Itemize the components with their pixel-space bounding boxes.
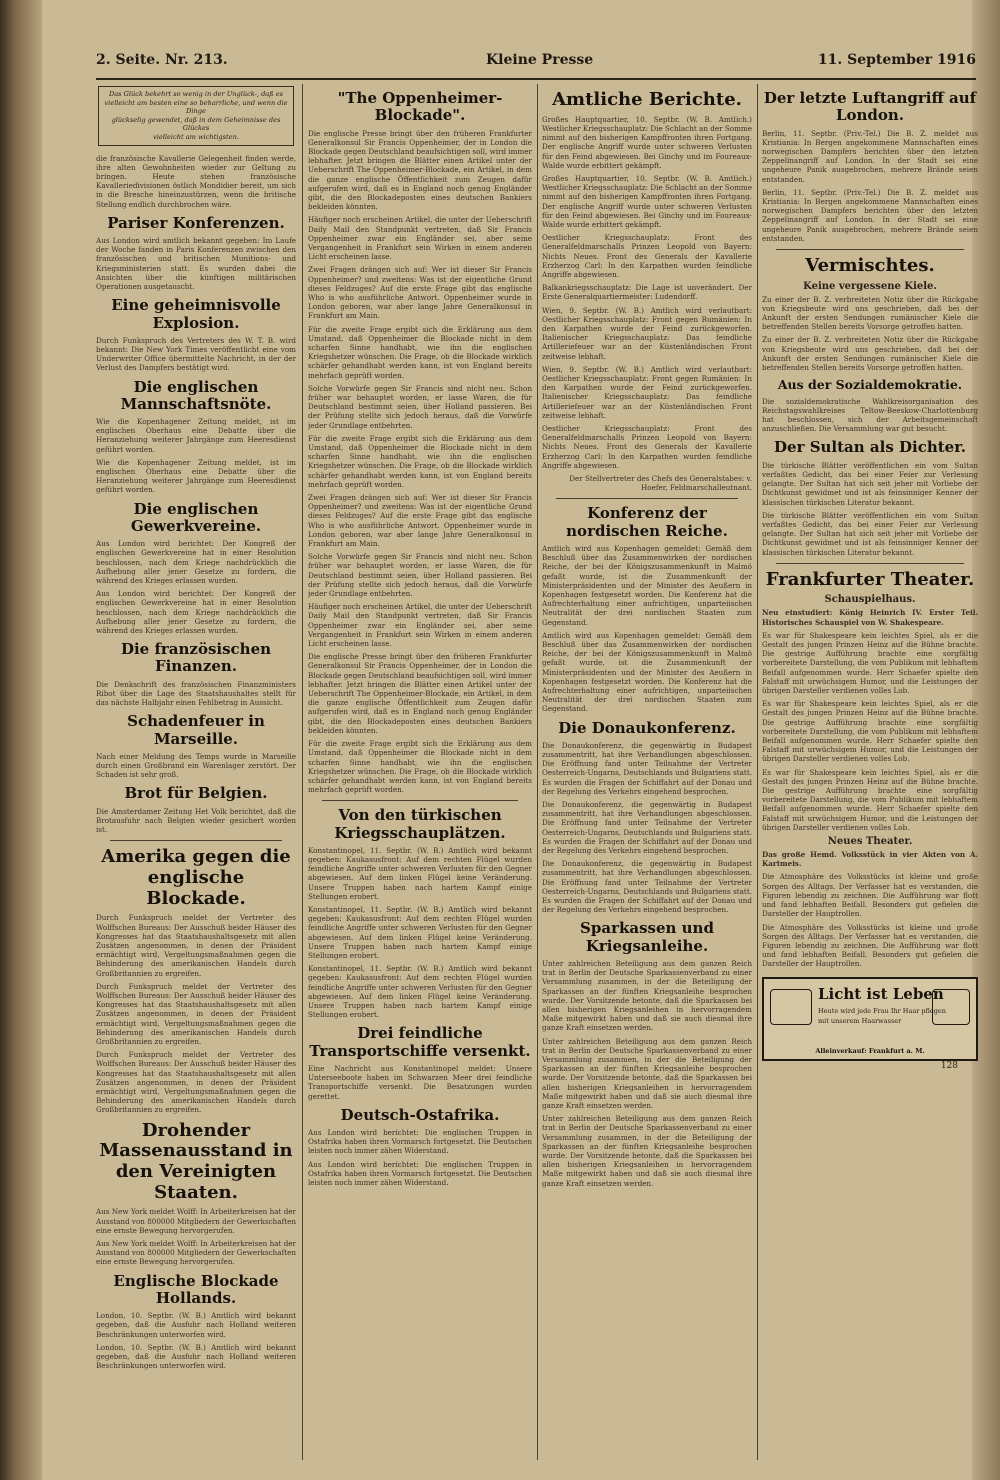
article-text: Durch Funkspruch meldet der Vertreter des Wolffschen Bureaus: Der Ausschuß beider Häuser des Kongresses hat das Staatshaushaltsgesetz mit allen Zusätzen angenommen, in denen der Präsident ermächtigt wird, Vergeltungsmaßnahmen gegen die Behinderung des amerikanischen Handels durch Großbritannien zu ergreifen. xyxy=(96,1050,296,1115)
article-text: Großes Hauptquartier, 10. Septbr. (W. B. Amtlich.) Westlicher Kriegsschauplatz: Die Schlacht an der Somme nimmt auf den bisherigen Kampffronten ihren Fortgang. Der englische Angriff wurde unter schweren Verlusten für den Feind abgewiesen. Bei Ginchy und im Foureaux-Walde wurde erbittert gekämpft. xyxy=(542,114,752,170)
article-text: Eine Nachricht aus Konstantinopel meldet: Unsere Unterseeboote haben im Schwarzen Meer drei feindliche Transportschiffe versenkt. Die Besatzungen wurden gerettet. xyxy=(308,1063,532,1101)
divider xyxy=(776,249,964,250)
article-text: Solche Vorwürfe gegen Sir Francis sind nicht neu. Schon früher war behauptet worden, er lasse Waren, die für Deutschland bestimmt seien, über Holland passieren. Bei der Prüfung stellte sich jedoch heraus, daß die Vorwürfe jeder Grundlage entbehrten. xyxy=(308,552,532,599)
advert-footer: Alleinverkauf: Frankfurt a. M. xyxy=(815,1046,925,1055)
article-text: Es war für Shakespeare kein leichtes Spiel, als er die Gestalt des jungen Prinzen Heinz auf die Bühne brachte. Die gestrige Aufführung brachte eine sorgfältig vorbereitete Darstellung, die vom Publikum mit lebhaftem Beifall aufgenommen wurde. Herr Schaefer spielte den Falstaff mit urwüchsigem Humor, und die Leistungen der übrigen Darsteller verdienen volles Lob. xyxy=(762,630,978,696)
page-number-issue: 2. Seite. Nr. 213. xyxy=(96,52,228,68)
advert-line: mit unserem Haarwasser xyxy=(818,1016,902,1025)
headline-massenausstand: Drohender Massenausstand in den Vereinigten Staaten. xyxy=(99,1119,293,1203)
headline-sozialdemokratie: Aus der Sozialdemokratie. xyxy=(777,377,963,393)
article-text: Großes Hauptquartier, 10. Septbr. (W. B. Amtlich.) Westlicher Kriegsschauplatz: Die Schlacht an der Somme nimmt auf den bisherigen Kampffronten ihren Fortgang. Der englische Angriff wurde unter schweren Verlusten für den Feind abgewiesen. Bei Ginchy und im Foureaux-Walde wurde erbittert gekämpft. xyxy=(542,173,752,229)
divider xyxy=(556,498,738,499)
article-text: Wien, 9. Septbr. (W. B.) Amtlich wird verlautbart: Oestlicher Kriegsschauplatz: Front gegen Rumänien: In den Karpathen wurde der Feind zurückgeworfen. Italienischer Kriegsschauplatz: Das feindliche Artilleriefeuer war an der Küstenländischen Front zeitweise lebhaft. xyxy=(542,364,752,420)
article-text: Berlin, 11. Septbr. (Priv.-Tel.) Die B. Z. meldet aus Kristiania: In Bergen angekommene Mannschaften eines norwegischen Dampfers berichten über den letzten Zeppelinangriff auf London. In der Stadt sei eine ungeheure Panik ausgebrochen, mehrere Brände seien entstanden. xyxy=(762,187,978,243)
article-text: Solche Vorwürfe gegen Sir Francis sind nicht neu. Schon früher war behauptet worden, er lasse Waren, die für Deutschland bestimmt seien, über Holland passieren. Bei der Prüfung stellte sich jedoch heraus, daß die Vorwürfe jeder Grundlage entbehrten. xyxy=(308,383,532,430)
article-text: Aus London wird amtlich bekannt gegeben: Im Laufe der Woche fanden in Paris Konferenzen zwischen den französischen und britischen Munitions- und Kriegsministerien statt. Es wurden dabei die Ansichten über die künftigen militärischen Operationen ausgetauscht. xyxy=(96,236,296,292)
announcement: Neu einstudiert: König Heinrich IV. Erster Teil. Historisches Schauspiel von W. Shakespeare. xyxy=(762,608,978,627)
article-text: Berlin, 11. Septbr. (Priv.-Tel.) Die B. Z. meldet aus Kristiania: In Bergen angekommene Mannschaften eines norwegischen Dampfers berichten über den letzten Zeppelinangriff auf London. In der Stadt sei eine ungeheure Panik ausgebrochen, mehrere Brände seien entstanden. xyxy=(762,128,978,184)
article-text: Aus London wird berichtet: Der Kongreß der englischen Gewerkvereine hat in einer Resolution beschlossen, nach dem Kriege nachdrücklich die Aufhebung aller jener Gesetze zu fordern, die während des Krieges erlassen wurden. xyxy=(96,589,296,636)
announcement: Das große Hemd. Volksstück in vier Akten von A. Kartmeis. xyxy=(762,850,978,869)
headline-nordische-reiche: Konferenz der nordischen Reiche. xyxy=(566,504,728,540)
article-text: Durch Funkspruch des Vertreters des W. T. B. wird bekannt: Die New York Times veröffentlicht eine vom Underwriter Office übermittelte Nachricht, in der der Verlust des Dampfers bestätigt wird. xyxy=(96,335,296,373)
headline-holland: Englische Blockade Hollands. xyxy=(113,1271,279,1307)
column-2 xyxy=(308,84,532,1464)
column-1 xyxy=(96,84,296,1464)
page-header xyxy=(96,52,976,80)
article-text: Amtlich wird aus Kopenhagen gemeldet: Gemäß dem Beschluß über das Zusammenwirken der nordischen Reiche, der bei der Königszusammenkunft in Malmö gefaßt wurde, ist die Zusammenkunft der Ministerpräsidenten und der Minister des Aeußern in Kopenhagen festgesetzt worden. Die Konferenz hat die Aufrechterhaltung einer aufrichtigen, unparteiischen Neutralität der drei nordischen Staaten zum Gegenstand. xyxy=(542,543,752,627)
newspaper-masthead: Kleine Presse xyxy=(486,52,594,68)
article-text: Es war für Shakespeare kein leichtes Spiel, als er die Gestalt des jungen Prinzen Heinz auf die Bühne brachte. Die gestrige Aufführung brachte eine sorgfältig vorbereitete Darstellung, die vom Publikum mit lebhaftem Beifall aufgenommen wurde. Herr Schaefer spielte den Falstaff mit urwüchsigem Humor, und die Leistungen der übrigen Darsteller verdienen volles Lob. xyxy=(762,767,978,832)
article-text: Die Amsterdamer Zeitung Het Volk berichtet, daß die Brotausfuhr nach Belgien wieder gesichert worden ist. xyxy=(96,806,296,835)
article-text: Unter zahlreichen Beteiligung aus dem ganzen Reich trat in Berlin der Deutsche Sparkassenverband zu einer Versammlung zusammen, in der die Beteiligung der Sparkassen an der fünften Kriegsanleihe besprochen wurde. Der Vorsitzende betonte, daß die Sparkassen bei allen bisherigen Kriegsanleihen in hervorragendem Maße mitgewirkt haben und daß sie auch diesmal ihre ganze Kraft einsetzen werden. xyxy=(542,1036,752,1111)
headline-donaukonferenz: Die Donaukonferenz. xyxy=(558,718,736,737)
subheadline: Schauspielhaus. xyxy=(824,594,916,606)
article-text: Zu einer der B. Z. verbreiteten Notiz über die Rückgabe von Kriegsbeute wird uns geschrieben, daß bei der Ankunft der ersten Sendungen rumänischer Kiele die betreffenden Stellen bereits Vorsorge getroffen hatten. xyxy=(762,294,978,332)
advert-title: Licht ist Leben xyxy=(818,984,944,1003)
article-text: London, 10. Septbr. (W. B.) Amtlich wird bekannt gegeben, daß die Ausfuhr nach Holland weiteren Beschränkungen unterworfen wird. xyxy=(96,1342,296,1371)
article-text: Wien, 9. Septbr. (W. B.) Amtlich wird verlautbart: Oestlicher Kriegsschauplatz: Front gegen Rumänien: In den Karpathen wurde der Feind zurückgeworfen. Italienischer Kriegsschauplatz: Das feindliche Artilleriefeuer war an der Küstenländischen Front zeitweise lebhaft. xyxy=(542,305,752,361)
article-text: Aus London wird berichtet: Die englischen Truppen in Ostafrika haben ihren Vormarsch fortgesetzt. Die Deutschen leisten noch immer zähen Widerstand. xyxy=(308,1128,532,1156)
article-text: Die Donaukonferenz, die gegenwärtig in Budapest zusammentritt, hat ihre Verhandlungen abgeschlossen. Die Eröffnung fand unter Teilnahme der Vertreter Oesterreich-Ungarns, Deutschlands und Bulgariens statt. Es wurden die Fragen der Schiffahrt auf der Donau und der Regelung des Verkehrs eingehend besprochen. xyxy=(542,800,752,856)
headline-sparkassen: Sparkassen und Kriegsanleihe. xyxy=(580,919,714,955)
article-text: Die türkische Blätter veröffentlichen ein vom Sultan verfaßtes Gedicht, das bei einer Feier zur Verlesung gelangte. Der Sultan hat sich seit jeher mit Vorliebe der Dichtkunst gewidmet und ist als feinsinniger Kenner der klassischen türkischen Literatur bekannt. xyxy=(762,460,978,507)
headline-frankfurter-theater: Frankfurter Theater. xyxy=(765,568,975,590)
headline-amtliche-berichte: Amtliche Berichte. xyxy=(552,89,742,110)
article-text: Amtlich wird aus Kopenhagen gemeldet: Gemäß dem Beschluß über das Zusammenwirken der nordischen Reiche, der bei der Königszusammenkunft in Malmö gefaßt wurde, ist die Zusammenkunft der Ministerpräsidenten und der Minister des Aeußern in Kopenhagen festgesetzt worden. Die Konferenz hat die Aufrechterhaltung einer aufrichtigen, unparteiischen Neutralität der drei nordischen Staaten zum Gegenstand. xyxy=(542,630,752,714)
article-text: Konstantinopel, 11. Septbr. (W. B.) Amtlich wird bekannt gegeben: Kaukasusfront: Auf dem rechten Flügel wurden feindliche Angriffe unter schweren Verlusten für den Gegner abgewiesen. Auf dem linken Flügel keine Veränderung. Unsere Truppen haben nach hartem Kampf einige Stellungen erobert. xyxy=(308,964,532,1020)
headline-ostafrika: Deutsch-Ostafrika. xyxy=(340,1105,500,1124)
headline-gewerkvereine: Die englischen Gewerkvereine. xyxy=(130,499,262,535)
article-text: Die englische Presse bringt über den früheren Frankfurter Generalkonsul Sir Francis Oppenheimer, der in London die Blockade gegen Deutschland beaufsichtigen soll, wird immer lebhafter. Jetzt bringen die Blätter einen Artikel unter der Ueberschrift The Oppenheimer-Blockade, ein Artikel, in dem die ganze englische Öffentlichkeit zum Zeugen dafür aufgerufen wird, daß es in England noch genug Engländer gibt, die den Blockadeposten eines deutschen Bankiers bekleiden könnten. xyxy=(308,652,532,735)
article-text: Durch Funkspruch meldet der Vertreter des Wolffschen Bureaus: Der Ausschuß beider Häuser des Kongresses hat das Staatshaushaltsgesetz mit allen Zusätzen angenommen, in denen der Präsident ermächtigt wird, Vergeltungsmaßnahmen gegen die Behinderung des amerikanischen Handels durch Großbritannien zu ergreifen. xyxy=(96,913,296,978)
column-3 xyxy=(542,84,752,1464)
article-text: Die Donaukonferenz, die gegenwärtig in Budapest zusammentritt, hat ihre Verhandlungen abgeschlossen. Die Eröffnung fand unter Teilnahme der Vertreter Oesterreich-Ungarns, Deutschlands und Bulgariens statt. Es wurden die Fragen der Schiffahrt auf der Donau und der Regelung des Verkehrs eingehend besprochen. xyxy=(542,740,752,796)
column-rule xyxy=(757,84,758,1460)
article-text: Zwei Fragen drängen sich auf: Wer ist dieser Sir Francis Oppenheimer? und zweitens: Was ist der eigentliche Grund dieses Feldzuges? Auf die erste Frage gibt das englische Who is who ausführliche Antwort. Oppenheimer wurde in London geboren, war aber lange Jahre Generalkonsul in Frankfurt am Main. xyxy=(308,493,532,549)
article-text: Für die zweite Frage ergibt sich die Erklärung aus dem Umstand, daß Oppenheimer die Blockade nicht in dem scharfen Sinne handhabt, wie ihn die englischen Kriegshetzer wünschen. Die Frage, ob die Blockade wirklich schärfer gehandhabt werden kann, ist von England bereits mehrfach geprüft worden. xyxy=(308,433,532,489)
headline-vermischtes: Vermischtes. xyxy=(805,254,935,276)
column-4 xyxy=(762,84,978,1464)
article-text: Nach einer Meldung des Temps wurde in Marseille durch einen Großbrand ein Warenlager zerstört. Der Schaden ist sehr groß. xyxy=(96,751,296,780)
book-spine-shadow xyxy=(0,0,42,1480)
divider xyxy=(776,563,964,564)
article-text: Die Donaukonferenz, die gegenwärtig in Budapest zusammentritt, hat ihre Verhandlungen abgeschlossen. Die Eröffnung fand unter Teilnahme der Vertreter Oesterreich-Ungarns, Deutschlands und Bulgariens statt. Es wurden die Fragen der Schiffahrt auf der Donau und der Regelung des Verkehrs eingehend besprochen. xyxy=(542,859,752,915)
subheadline: Neues Theater. xyxy=(827,836,913,848)
notice-line: vielleicht am wichtigsten. xyxy=(153,132,239,141)
article-text: Aus New York meldet Wolff: In Arbeiterkreisen hat der Ausstand von 800000 Mitgliedern der Gewerkschaften eine ernste Bewegung hervorgerufen. xyxy=(96,1238,296,1267)
advert-logo-icon xyxy=(770,989,812,1025)
headline-belgien: Brot für Belgien. xyxy=(124,784,268,803)
headline-finanzen: Die französischen Finanzen. xyxy=(120,640,272,676)
headline-mannschaft: Die englischen Mannschaftsnöte. xyxy=(120,377,272,413)
article-text: Die Atmosphäre des Volksstücks ist kleine und große Sorgen des Alltags. Der Verfasser hat es verstanden, die Figuren lebendig zu zeichnen. Die Aufführung war flott und fand lebhaften Beifall. Besonders gut gefielen die Darsteller der Hauptrollen. xyxy=(762,872,978,919)
article-text: Die türkische Blätter veröffentlichen ein vom Sultan verfaßtes Gedicht, das bei einer Feier zur Verlesung gelangte. Der Sultan hat sich seit jeher mit Vorliebe der Dichtkunst gewidmet und ist als feinsinniger Kenner der klassischen türkischen Literatur bekannt. xyxy=(762,510,978,557)
article-text: Für die zweite Frage ergibt sich die Erklärung aus dem Umstand, daß Oppenheimer die Blockade nicht in dem scharfen Sinne handhabt, wie ihn die englischen Kriegshetzer wünschen. Die Frage, ob die Blockade wirklich schärfer gehandhabt werden kann, ist von England bereits mehrfach geprüft worden. xyxy=(308,739,532,795)
notice-line: Das Glück bekehrt so wenig in der Unglück-, daß es xyxy=(108,90,284,98)
advertisement xyxy=(762,977,978,1061)
article-text: Unter zahlreichen Beteiligung aus dem ganzen Reich trat in Berlin der Deutsche Sparkassenverband zu einer Versammlung zusammen, in der die Beteiligung der Sparkassen an der fünften Kriegsanleihe besprochen wurde. Der Vorsitzende betonte, daß die Sparkassen bei allen bisherigen Kriegsanleihen in hervorragendem Maße mitgewirkt haben und daß sie auch diesmal ihre ganze Kraft einsetzen werden. xyxy=(542,1114,752,1188)
article-text: Häufiger noch erscheinen Artikel, die unter der Ueberschrift Daily Mail den Standpunkt vertreten, daß Sir Francis Oppenheimer zwar ein Engländer sei, aber seine Vergangenheit in Frankfurt sein Wirken in einem anderen Licht erscheinen lasse. xyxy=(308,602,532,649)
article-text: Die Atmosphäre des Volksstücks ist kleine und große Sorgen des Alltags. Der Verfasser hat es verstanden, die Figuren lebendig zu zeichnen. Die Aufführung war flott und fand lebhaften Beifall. Besonders gut gefielen die Darsteller der Hauptrollen. xyxy=(762,922,978,969)
headline-tuerkische-kriegsschauplaetze: Von den türkischen Kriegsschauplätzen. xyxy=(334,806,506,842)
article-text: Häufiger noch erscheinen Artikel, die unter der Ueberschrift Daily Mail den Standpunkt vertreten, daß Sir Francis Oppenheimer zwar ein Engländer sei, aber seine Vergangenheit in Frankfurt sein Wirken in einem anderen Licht erscheinen lasse. xyxy=(308,215,532,262)
article-text: Aus London wird berichtet: Die englischen Truppen in Ostafrika haben ihren Vormarsch fortgesetzt. Die Deutschen leisten noch immer zähen Widerstand. xyxy=(308,1159,532,1188)
notice-line: glückselig gewendet, daß in dem Geheimnisse des Glückes xyxy=(111,115,281,133)
article-text: London, 10. Septbr. (W. B.) Amtlich wird bekannt gegeben, daß die Ausfuhr nach Holland weiteren Beschränkungen unterworfen wird. xyxy=(96,1311,296,1339)
headline-paris: Pariser Konferenzen. xyxy=(107,213,285,232)
article-text: Durch Funkspruch meldet der Vertreter des Wolffschen Bureaus: Der Ausschuß beider Häuser des Kongresses hat das Staatshaushaltsgesetz mit allen Zusätzen angenommen, in denen der Präsident ermächtigt wird, Vergeltungsmaßnahmen gegen die Behinderung des amerikanischen Handels durch Großbritannien zu ergreifen. xyxy=(96,981,296,1046)
column-rule xyxy=(537,84,538,1460)
article-text: Wie die Kopenhagener Zeitung meldet, ist im englischen Oberhaus eine Debatte über die Heranziehung weiterer Jahrgänge zum Heeresdienst geführt worden. xyxy=(96,457,296,495)
boxed-notice xyxy=(98,86,294,146)
headline-amerika: Amerika gegen die englische Blockade. xyxy=(101,846,291,909)
article-text: die französische Kavallerie Gelegenheit finden werde, ihre alten Gewohnheiten wieder zur Geltung zu bringen. Heute stehen französische Kavalleriedivisionen östlich Mondidier bereit, um sich in die Bresche hineinzustürzen, wenn die britische Stellung endlich durchbrochen wäre. xyxy=(96,153,296,209)
headline-marseille: Schadenfeuer in Marseille. xyxy=(127,712,265,748)
article-text: Konstantinopel, 11. Septbr. (W. B.) Amtlich wird bekannt gegeben: Kaukasusfront: Auf dem rechten Flügel wurden feindliche Angriffe unter schweren Verlusten für den Gegner abgewiesen. Auf dem linken Flügel keine Veränderung. Unsere Truppen haben nach hartem Kampf einige Stellungen erobert. xyxy=(308,905,532,961)
headline-transportschiffe: Drei feindliche Transportschiffe versenkt. xyxy=(309,1024,531,1060)
article-text: Zu einer der B. Z. verbreiteten Notiz über die Rückgabe von Kriegsbeute wird uns geschrieben, daß bei der Ankunft der ersten Sendungen rumänischer Kiele die betreffenden Stellen bereits Vorsorge getroffen hatten. xyxy=(762,335,978,373)
headline-explosion: Eine geheimnisvolle Explosion. xyxy=(111,296,281,332)
issue-date: 11. September 1916 xyxy=(817,52,976,68)
article-text: Die Denkschrift des französischen Finanzministers Ribot über die Lage des Staatshaushaltes stellt für das nächste Halbjahr einen Fehlbetrag in Aussicht. xyxy=(96,679,296,708)
divider xyxy=(110,840,282,841)
article-text: Zwei Fragen drängen sich auf: Wer ist dieser Sir Francis Oppenheimer? und zweitens: Was ist der eigentliche Grund dieses Feldzuges? Auf die erste Frage gibt das englische Who is who ausführliche Antwort. Oppenheimer wurde in London geboren, war aber lange Jahre Generalkonsul in Frankfurt am Main. xyxy=(308,265,532,321)
article-text: Aus New York meldet Wolff: In Arbeiterkreisen hat der Ausstand von 800000 Mitgliedern der Gewerkschaften eine ernste Bewegung hervorgerufen. xyxy=(96,1207,296,1235)
article-text: Balkankriegsschauplatz: Die Lage ist unverändert. Der Erste Generalquartiermeister: Ludendorff. xyxy=(542,283,752,302)
advert-line: Heute wird jede Frau Ihr Haar pflegen xyxy=(818,1006,946,1015)
article-text: Für die zweite Frage ergibt sich die Erklärung aus dem Umstand, daß Oppenheimer die Blockade nicht in dem scharfen Sinne handhabt, wie ihn die englischen Kriegshetzer wünschen. Die Frage, ob die Blockade wirklich schärfer gehandhabt werden kann, ist von England bereits mehrfach geprüft worden. xyxy=(308,324,532,380)
headline-oppenheimer: "The Oppenheimer-Blockade". xyxy=(337,89,503,125)
article-text: Die sozialdemokratische Wahlkreisorganisation des Reichstagswahlkreises Teltow-Beeskow-Charlottenburg hat beschlossen, sich der Arbeitsgemeinschaft anzuschließen. Die Versammlung war gut besucht. xyxy=(762,396,978,434)
notice-line: vielleicht am besten eine so beharrliche, und wenn die Dinge xyxy=(104,98,288,116)
page-footer-number: 128 xyxy=(940,1060,958,1071)
article-text: Oestlicher Kriegsschauplatz: Front des Generalfeldmarschalls Prinzen Leopold von Bayern: Nichts Neues. Front des Generals der Kavallerie Erzherzog Carl: In den Karpathen wurden feindliche Angriffe abgewiesen. xyxy=(542,423,752,470)
column-rule xyxy=(302,84,303,1460)
headline-luftangriff: Der letzte Luftangriff auf London. xyxy=(763,89,977,125)
subheadline: Keine vergessene Kiele. xyxy=(803,280,937,292)
article-text: Wie die Kopenhagener Zeitung meldet, ist im englischen Oberhaus eine Debatte über die Heranziehung weiterer Jahrgänge zum Heeresdienst geführt worden. xyxy=(96,417,296,454)
article-text: Die englische Presse bringt über den früheren Frankfurter Generalkonsul Sir Francis Oppenheimer, der in London die Blockade gegen Deutschland beaufsichtigen soll, wird immer lebhafter. Jetzt bringen die Blätter einen Artikel unter der Ueberschrift The Oppenheimer-Blockade, ein Artikel, in dem die ganze englische Öffentlichkeit zum Zeugen dafür aufgerufen wird, daß es in England noch genug Engländer gibt, die den Blockadeposten eines deutschen Bankiers bekleiden könnten. xyxy=(308,128,532,212)
article-text: Aus London wird berichtet: Der Kongreß der englischen Gewerkvereine hat in einer Resolution beschlossen, nach dem Kriege nachdrücklich die Aufhebung aller jener Gesetze zu fordern, die während des Krieges erlassen wurden. xyxy=(96,539,296,585)
article-text: Oestlicher Kriegsschauplatz: Front des Generalfeldmarschalls Prinzen Leopold von Bayern: Nichts Neues. Front des Generals der Kavallerie Erzherzog Carl: In den Karpathen wurden feindliche Angriffe abgewiesen. xyxy=(542,233,752,279)
divider xyxy=(322,800,518,801)
headline-sultan: Der Sultan als Dichter. xyxy=(774,438,966,457)
advert-emblem-icon xyxy=(932,989,970,1025)
article-text: Unter zahlreichen Beteiligung aus dem ganzen Reich trat in Berlin der Deutsche Sparkassenverband zu einer Versammlung zusammen, in der die Beteiligung der Sparkassen an der fünften Kriegsanleihe besprochen wurde. Der Vorsitzende betonte, daß die Sparkassen bei allen bisherigen Kriegsanleihen in hervorragendem Maße mitgewirkt haben und daß sie auch diesmal ihre ganze Kraft einsetzen werden. xyxy=(542,958,752,1033)
article-text: Der Stellvertreter des Chefs des Generalstabes: v. Hoefer, Feldmarschalleutnant. xyxy=(569,474,752,493)
article-text: Konstantinopel, 11. Septbr. (W. B.) Amtlich wird bekannt gegeben: Kaukasusfront: Auf dem rechten Flügel wurden feindliche Angriffe unter schweren Verlusten für den Gegner abgewiesen. Auf dem linken Flügel keine Veränderung. Unsere Truppen haben nach hartem Kampf einige Stellungen erobert. xyxy=(308,845,532,901)
article-text: Es war für Shakespeare kein leichtes Spiel, als er die Gestalt des jungen Prinzen Heinz auf die Bühne brachte. Die gestrige Aufführung brachte eine sorgfältig vorbereitete Darstellung, die vom Publikum mit lebhaftem Beifall aufgenommen wurde. Herr Schaefer spielte den Falstaff mit urwüchsigem Humor, und die Leistungen der übrigen Darsteller verdienen volles Lob. xyxy=(762,699,978,764)
